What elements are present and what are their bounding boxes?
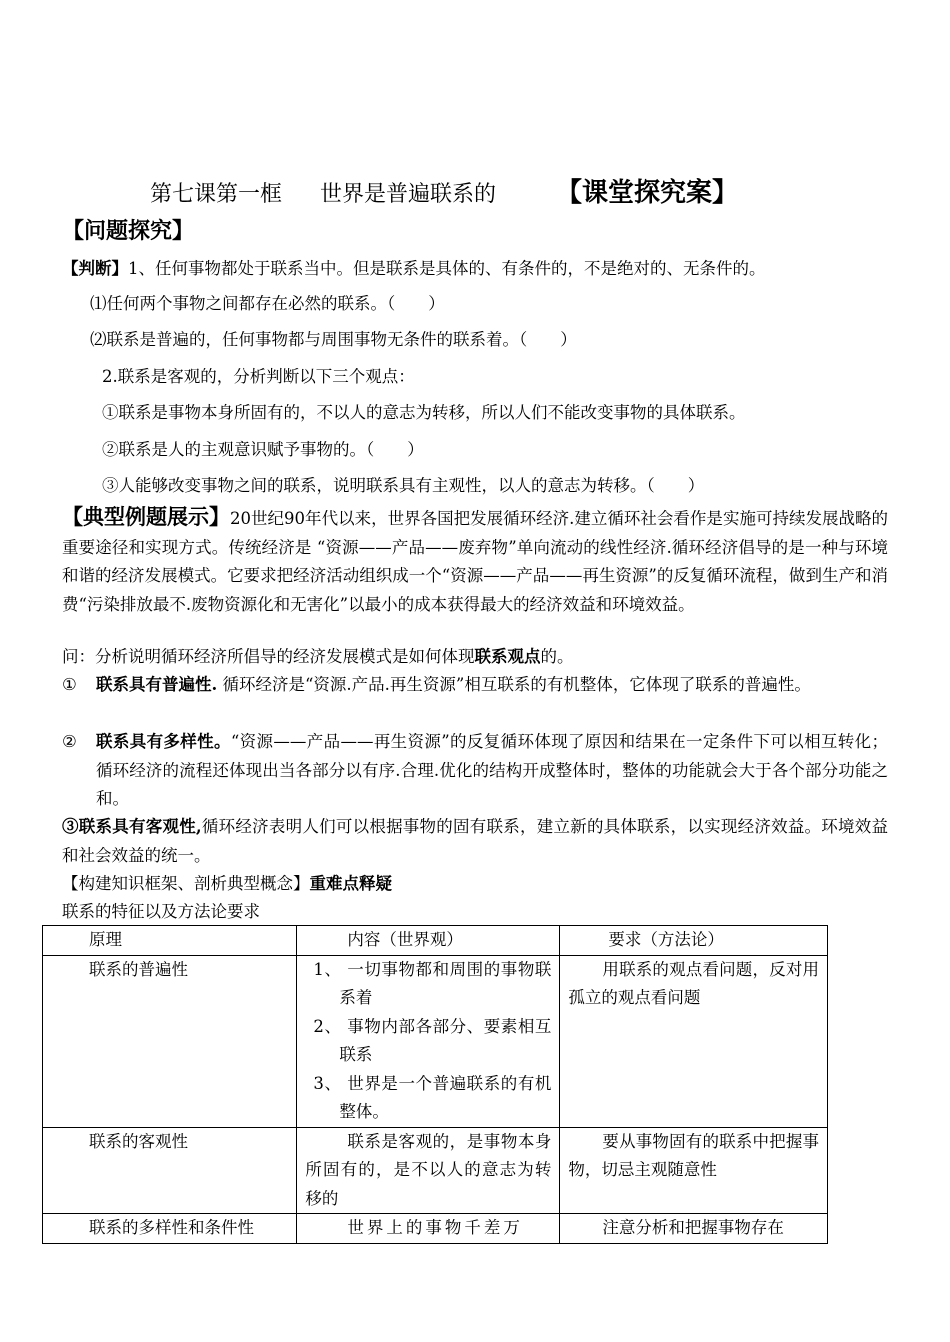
- judge-label: 【判断】: [62, 259, 128, 278]
- answer-item-2: ② 联系具有多样性。“资源——产品——再生资源”的反复循环体现了原因和结果在一定条件下可以相互转化；循环经济的流程还体现出当各部分以有序.合理.优化的结构开成整体时，整体的功能就会大于各个部分功能之和。: [62, 732, 889, 808]
- judge-line-1: 【判断】1、任何事物都处于联系当中。但是联系是具体的、有条件的，不是绝对的、无条件的。: [62, 259, 766, 278]
- table-row: [43, 1127, 828, 1214]
- judge-view-3: ③人能够改变事物之间的联系，说明联系具有主观性，以人的意志为转移。（ ）: [102, 476, 705, 495]
- table-row: [43, 1214, 828, 1244]
- answer-item-3: ③联系具有客观性,循环经济表明人们可以根据事物的固有联系，建立新的具体联系，以实现经济效益。环境效益和社会效益的统一。: [62, 817, 889, 865]
- table-header-cell: 内容（世界观）: [297, 926, 560, 956]
- table-cell-content: 1、 一切事物都和周围的事物联系着 2、 事物内部各部分、要素相互联系 3、 世界是一个普遍联系的有机整体。: [297, 955, 560, 1127]
- example-question: 问：分析说明循环经济所倡导的经济发展模式是如何体现联系观点的。: [62, 647, 574, 666]
- table-cell-content: 联系是客观的，是事物本身所固有的，是不以人的意志为转移的: [297, 1127, 560, 1214]
- table-header-row: [43, 926, 828, 956]
- table-cell-principle: 联系的客观性: [43, 1127, 297, 1214]
- judge-question-2: ⑵联系是普遍的，任何事物都与周围事物无条件的联系着。（ ）: [90, 330, 577, 349]
- table-header-cell: 要求（方法论）: [560, 926, 828, 956]
- table-cell-content: 世界上的事物千差万: [297, 1214, 560, 1244]
- judge-line-2: 2.联系是客观的，分析判断以下三个观点：: [102, 367, 415, 386]
- judge-view-2: ②联系是人的主观意识赋予事物的。（ ）: [102, 440, 424, 459]
- answer-item-1: ① 联系具有普遍性. 循环经济是“资源.产品.再生资源”相互联系的有机整体，它体现了联系的普遍性。: [62, 675, 811, 694]
- framework-subtitle: 联系的特征以及方法论要求: [62, 902, 260, 921]
- title-tag: 【课堂探究案】: [556, 178, 739, 208]
- judge-question-1: ⑴任何两个事物之间都存在必然的联系。（ ）: [90, 294, 445, 313]
- judge-view-1: ①联系是事物本身所固有的，不以人的意志为转移，所以人们不能改变事物的具体联系。: [102, 403, 746, 422]
- table-cell-principle: 联系的多样性和条件性: [43, 1214, 297, 1244]
- page-title: [150, 172, 738, 209]
- example-paragraph: 【典型例题展示】20世纪90年代以来，世界各国把发展循环经济.建立循环社会看作是实施可持续发展战略的重要途径和实现方式。传统经济是 “资源——产品——废弃物”单向流动的线性经济.循环经济倡导的是一种与环境和谐的经济发展模式。它要求把经济活动组织成一个“资源——产品——再生资源”的反复循环流程，做到生产和消费“污染排放最不.废物资源化和无害化”以最小的成本获得最大的经济效益和环境效益。: [62, 505, 888, 614]
- table-cell-principle: 联系的普遍性: [43, 955, 297, 1127]
- table-cell-requirement: 注意分析和把握事物存在: [560, 1214, 828, 1244]
- table-cell-requirement: 要从事物固有的联系中把握事物，切忌主观随意性: [560, 1127, 828, 1214]
- example-label: 【典型例题展示】: [62, 505, 231, 529]
- knowledge-table: [42, 925, 828, 1244]
- table-row: [43, 955, 828, 1127]
- table-cell-requirement: 用联系的观点看问题，反对用孤立的观点看问题: [560, 955, 828, 1127]
- section-inquiry-heading: 【问题探究】: [62, 219, 195, 244]
- title-lesson: 第七课第一框: [150, 182, 283, 207]
- framework-heading: 【构建知识框架、剖析典型概念】重难点释疑: [62, 874, 392, 893]
- table-header-cell: 原理: [43, 926, 297, 956]
- title-topic: 世界是普遍联系的: [320, 182, 497, 207]
